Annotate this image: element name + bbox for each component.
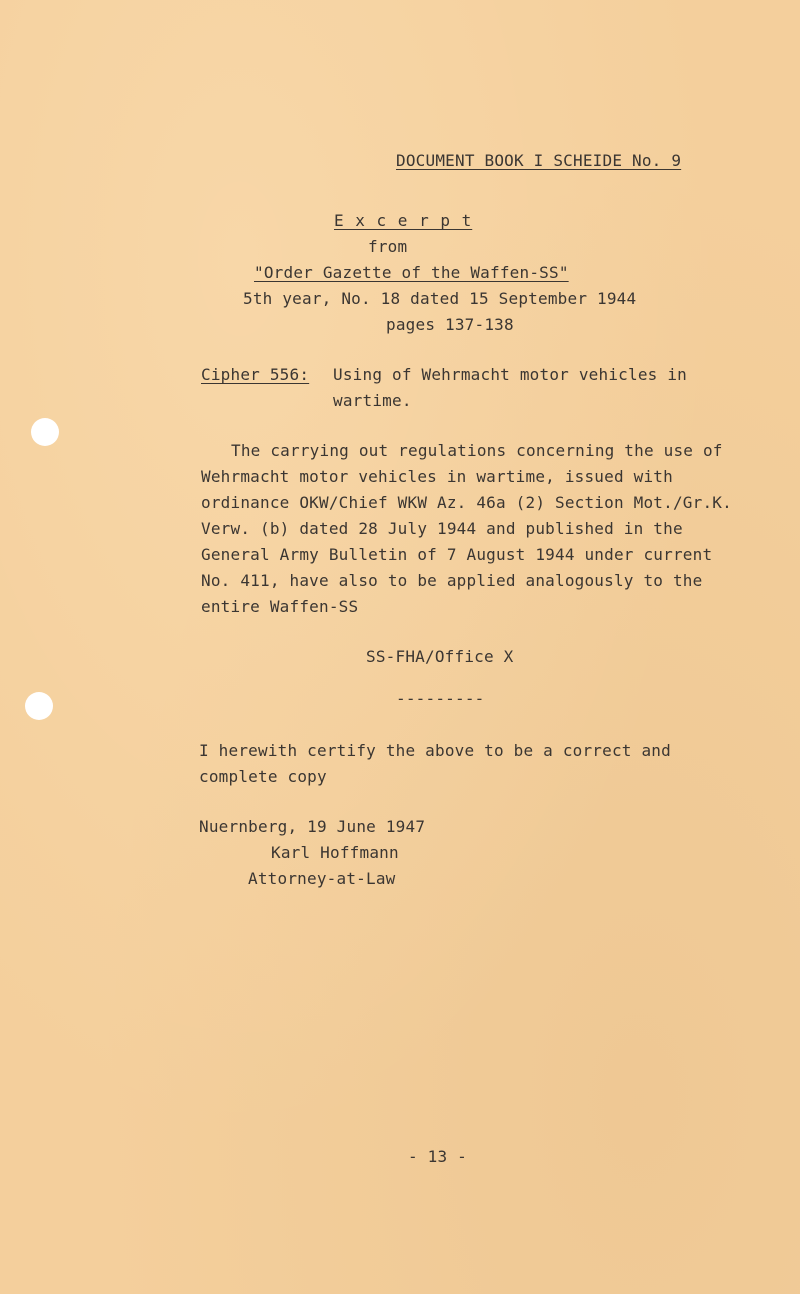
punch-hole-top — [31, 418, 59, 446]
body-line-6: No. 411, have also to be applied analogously to the — [201, 571, 703, 590]
body-line-3: ordinance OKW/Chief WKW Az. 46a (2) Section Mot./Gr.K. — [201, 493, 732, 512]
body-line-5: General Army Bulletin of 7 August 1944 under current — [201, 545, 713, 564]
source-issue: 5th year, No. 18 dated 15 September 1944 — [243, 289, 637, 308]
place-and-date: Nuernberg, 19 June 1947 — [199, 817, 426, 836]
signer-title: Attorney-at-Law — [248, 869, 396, 888]
body-line-4: Verw. (b) dated 28 July 1944 and published in the — [201, 519, 683, 538]
signer-name: Karl Hoffmann — [271, 843, 399, 862]
body-line-7: entire Waffen-SS — [201, 597, 359, 616]
certification-line2: complete copy — [199, 767, 327, 786]
from-label: from — [368, 237, 408, 256]
document-book-reference: DOCUMENT BOOK I SCHEIDE No. 9 — [396, 151, 682, 170]
divider-line: --------- — [396, 689, 485, 708]
cipher-subject-line1: Using of Wehrmacht motor vehicles in — [333, 365, 687, 384]
cipher-label: Cipher 556: — [201, 365, 310, 384]
page-number: - 13 - — [408, 1147, 467, 1166]
source-pages: pages 137-138 — [386, 315, 514, 334]
office-signature: SS-FHA/Office X — [366, 647, 514, 666]
cipher-subject-line2: wartime. — [333, 391, 412, 410]
source-title: "Order Gazette of the Waffen-SS" — [254, 263, 569, 282]
body-line-2: Wehrmacht motor vehicles in wartime, issued with — [201, 467, 673, 486]
certification-line1: I herewith certify the above to be a correct and — [199, 741, 671, 760]
punch-hole-bottom — [25, 692, 53, 720]
excerpt-heading: E x c e r p t — [334, 211, 473, 230]
body-line-1: The carrying out regulations concerning the use of — [231, 441, 723, 460]
